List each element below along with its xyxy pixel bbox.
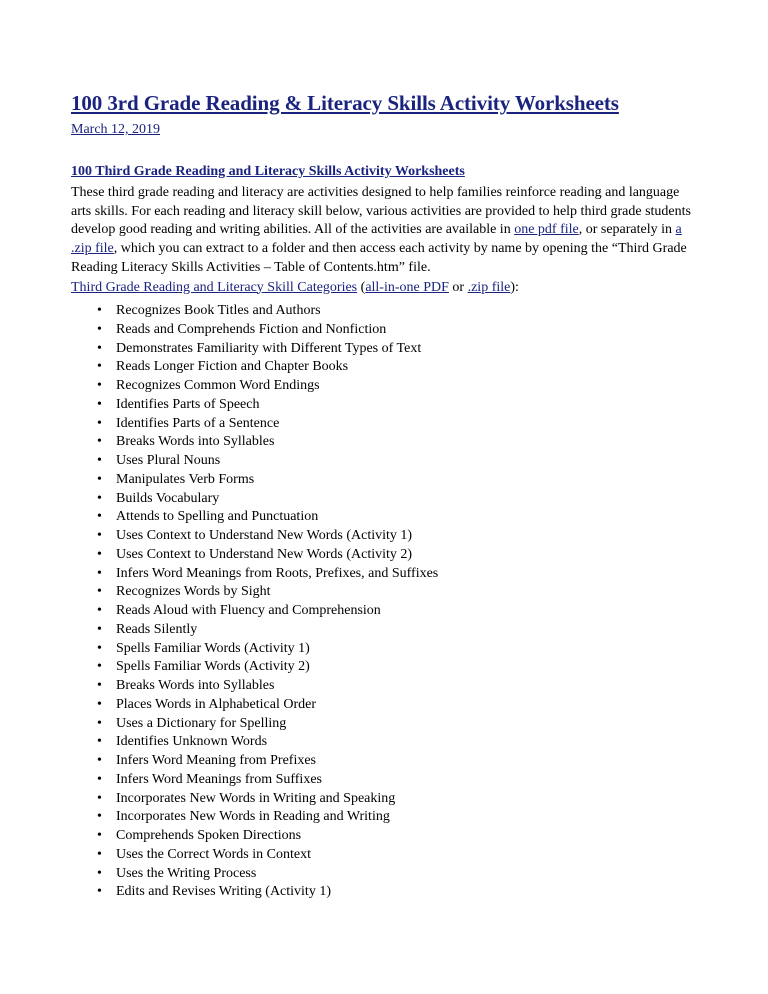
list-item bbox=[97, 677, 708, 696]
bullet-icon: • bbox=[97, 828, 102, 844]
bullet-icon: • bbox=[97, 865, 102, 881]
list-item bbox=[97, 565, 708, 584]
skill-label: Builds Vocabulary bbox=[116, 490, 220, 506]
list-item bbox=[97, 771, 708, 790]
list-item bbox=[97, 846, 708, 865]
categories-or: or bbox=[448, 279, 468, 295]
bullet-icon: • bbox=[97, 715, 102, 731]
list-item bbox=[97, 546, 708, 565]
skill-label: Demonstrates Familiarity with Different Types of Text bbox=[116, 340, 422, 356]
skill-label: Comprehends Spoken Directions bbox=[116, 828, 302, 844]
bullet-icon: • bbox=[97, 696, 102, 712]
bullet-icon: • bbox=[97, 603, 102, 619]
skill-label: Manipulates Verb Forms bbox=[116, 471, 255, 487]
list-item bbox=[97, 583, 708, 602]
bullet-icon: • bbox=[97, 321, 102, 337]
bullet-icon: • bbox=[97, 809, 102, 825]
section-title bbox=[71, 163, 708, 181]
bullet-icon: • bbox=[97, 753, 102, 769]
skill-label: Uses Context to Understand New Words (Activity 2) bbox=[116, 546, 413, 562]
intro-text-1: These third grade reading and literacy are activities designed to help families reinforce reading and language arts skills. For each reading and literacy skill below, various activities are provided to help third grade students develop good reading and writing abilities. All of the activities are available in bbox=[71, 185, 691, 238]
bullet-icon: • bbox=[97, 396, 102, 412]
bullet-icon: • bbox=[97, 621, 102, 637]
bullet-icon: • bbox=[97, 303, 102, 319]
list-item bbox=[97, 377, 708, 396]
list-item bbox=[97, 696, 708, 715]
list-item bbox=[97, 527, 708, 546]
skill-label: Identifies Parts of Speech bbox=[116, 396, 260, 412]
list-item bbox=[97, 396, 708, 415]
bullet-icon: • bbox=[97, 790, 102, 806]
skill-list bbox=[71, 302, 708, 902]
bullet-icon: • bbox=[97, 359, 102, 375]
zip-file-link[interactable]: a .zip file bbox=[71, 222, 682, 257]
list-item bbox=[97, 471, 708, 490]
bullet-icon: • bbox=[97, 678, 102, 694]
list-item bbox=[97, 415, 708, 434]
bullet-icon: • bbox=[97, 546, 102, 562]
bullet-icon: • bbox=[97, 565, 102, 581]
categories-zip-link[interactable]: .zip file bbox=[467, 279, 511, 295]
list-item bbox=[97, 358, 708, 377]
skill-label: Places Words in Alphabetical Order bbox=[116, 696, 317, 712]
skill-label: Recognizes Words by Sight bbox=[116, 584, 271, 600]
title-link[interactable]: 100 3rd Grade Reading & Literacy Skills Activity Worksheets bbox=[71, 91, 619, 115]
list-item bbox=[97, 883, 708, 902]
bullet-icon: • bbox=[97, 509, 102, 525]
bullet-icon: • bbox=[97, 490, 102, 506]
intro-text-3: , which you can extract to a folder and then access each activity by name by opening the “Third Grade Reading Literacy Skills Activities – Table of Contents.htm” file. bbox=[71, 241, 687, 275]
intro-paragraph bbox=[71, 184, 701, 278]
list-item bbox=[97, 508, 708, 527]
bullet-icon: • bbox=[97, 528, 102, 544]
list-item bbox=[97, 490, 708, 509]
bullet-icon: • bbox=[97, 415, 102, 431]
list-item bbox=[97, 602, 708, 621]
list-item bbox=[97, 433, 708, 452]
skill-label: Reads and Comprehends Fiction and Nonfiction bbox=[116, 321, 387, 337]
bullet-icon: • bbox=[97, 471, 102, 487]
section-title-link[interactable]: 100 Third Grade Reading and Literacy Skills Activity Worksheets bbox=[71, 164, 465, 179]
bullet-icon: • bbox=[97, 378, 102, 394]
skill-label: Recognizes Common Word Endings bbox=[116, 378, 320, 394]
skill-label: Uses the Writing Process bbox=[116, 865, 257, 881]
skill-label: Uses the Correct Words in Context bbox=[116, 846, 311, 862]
skill-label: Reads Silently bbox=[116, 621, 198, 637]
skill-label: Breaks Words into Syllables bbox=[116, 678, 275, 694]
list-item bbox=[97, 715, 708, 734]
one-pdf-file-link[interactable]: one pdf file bbox=[514, 222, 579, 238]
skill-label: Recognizes Book Titles and Authors bbox=[116, 303, 321, 319]
list-item bbox=[97, 733, 708, 752]
skill-label: Uses Plural Nouns bbox=[116, 453, 221, 469]
skill-label: Uses a Dictionary for Spelling bbox=[116, 715, 287, 731]
list-item bbox=[97, 790, 708, 809]
skill-label: Infers Word Meanings from Suffixes bbox=[116, 771, 322, 787]
all-in-one-pdf-link[interactable]: all-in-one PDF bbox=[365, 279, 449, 295]
skill-label: Breaks Words into Syllables bbox=[116, 434, 275, 450]
bullet-icon: • bbox=[97, 734, 102, 750]
skill-label: Reads Longer Fiction and Chapter Books bbox=[116, 359, 349, 375]
date-link[interactable]: March 12, 2019 bbox=[71, 122, 161, 137]
list-item bbox=[97, 621, 708, 640]
list-item bbox=[97, 658, 708, 677]
skill-label: Identifies Unknown Words bbox=[116, 734, 268, 750]
intro-text-2: , or separately in bbox=[578, 222, 676, 238]
bullet-icon: • bbox=[97, 340, 102, 356]
skill-label: Identifies Parts of a Sentence bbox=[116, 415, 280, 431]
skill-label: Incorporates New Words in Writing and Speaking bbox=[116, 790, 396, 806]
page-title bbox=[71, 90, 708, 116]
skill-label: Attends to Spelling and Punctuation bbox=[116, 509, 319, 525]
categories-link[interactable]: Third Grade Reading and Literacy Skill Categories bbox=[71, 279, 358, 295]
categories-line bbox=[71, 279, 708, 298]
categories-open: ( bbox=[357, 279, 366, 295]
bullet-icon: • bbox=[97, 453, 102, 469]
list-item bbox=[97, 340, 708, 359]
bullet-icon: • bbox=[97, 640, 102, 656]
bullet-icon: • bbox=[97, 434, 102, 450]
skill-label: Infers Word Meaning from Prefixes bbox=[116, 753, 317, 769]
bullet-icon: • bbox=[97, 584, 102, 600]
list-item bbox=[97, 752, 708, 771]
list-item bbox=[97, 827, 708, 846]
skill-label: Uses Context to Understand New Words (Activity 1) bbox=[116, 528, 413, 544]
list-item bbox=[97, 452, 708, 471]
list-item bbox=[97, 865, 708, 884]
skill-label: Incorporates New Words in Reading and Writing bbox=[116, 809, 390, 825]
list-item bbox=[97, 808, 708, 827]
bullet-icon: • bbox=[97, 771, 102, 787]
skill-label: Edits and Revises Writing (Activity 1) bbox=[116, 884, 331, 900]
skill-label: Spells Familiar Words (Activity 2) bbox=[116, 659, 310, 675]
skill-label: Reads Aloud with Fluency and Comprehension bbox=[116, 603, 381, 619]
bullet-icon: • bbox=[97, 846, 102, 862]
skill-label: Infers Word Meanings from Roots, Prefixes, and Suffixes bbox=[116, 565, 439, 581]
list-item bbox=[97, 321, 708, 340]
bullet-icon: • bbox=[97, 884, 102, 900]
skill-label: Spells Familiar Words (Activity 1) bbox=[116, 640, 310, 656]
list-item bbox=[97, 302, 708, 321]
post-date bbox=[71, 121, 708, 139]
bullet-icon: • bbox=[97, 659, 102, 675]
list-item bbox=[97, 640, 708, 659]
categories-close: ): bbox=[510, 279, 519, 295]
